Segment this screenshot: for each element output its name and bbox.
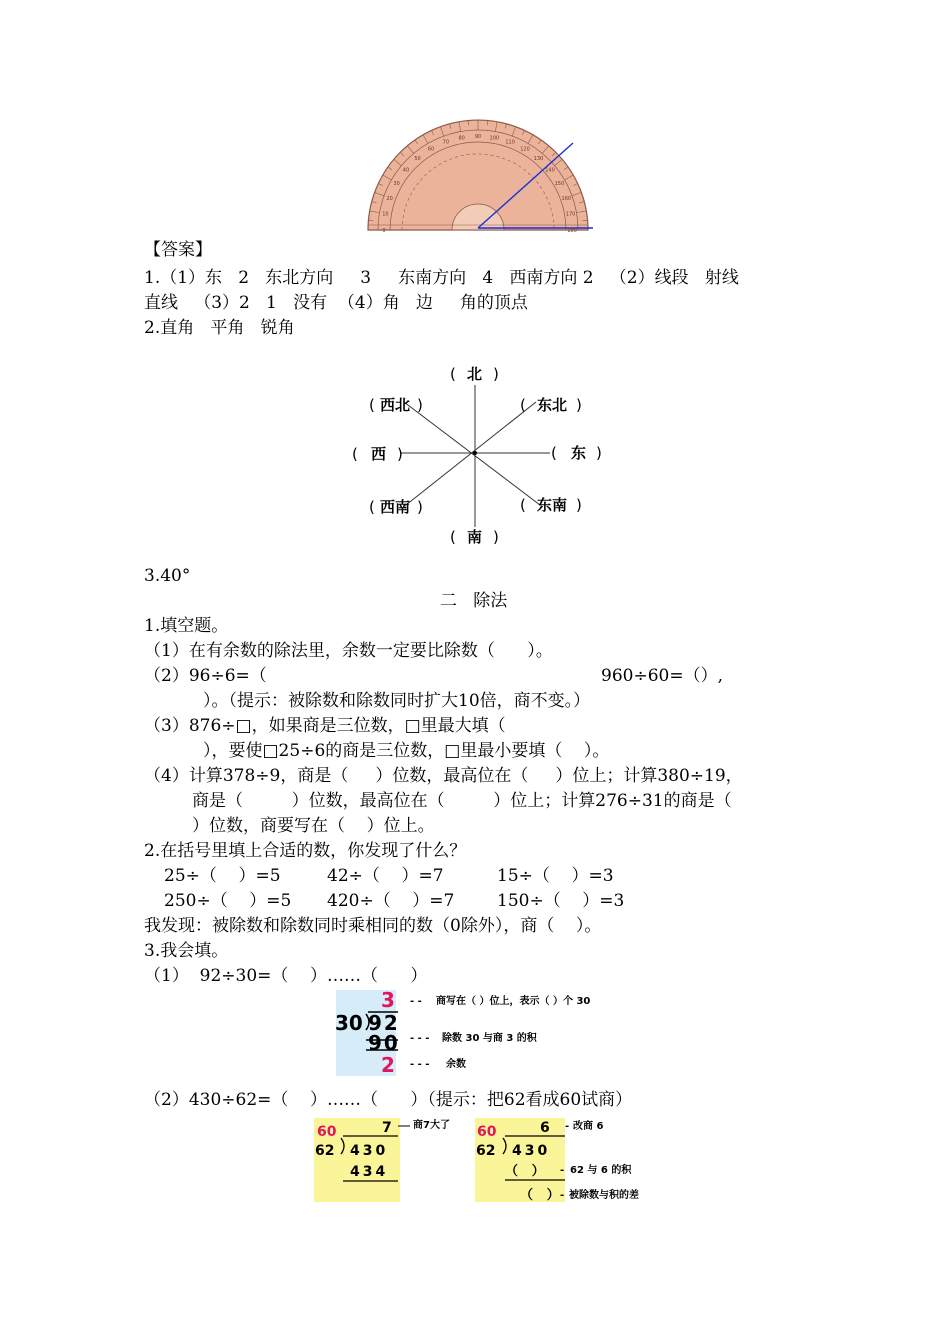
answer-line-1: 1.（1）东 2 东北方向 3 东南方向 4 西南方向 2 （2）线段 射线 [144, 268, 739, 288]
q1-part2b: 960÷60=（）, [601, 666, 723, 686]
q2-finding: 我发现：被除数和除数同时乘相同的数（0除外），商（ ）。 [144, 916, 602, 936]
division3-note1: 改商 6 [573, 1121, 604, 1132]
protractor-scale-label: 30 [393, 181, 400, 187]
protractor-scale-label: 130 [533, 155, 544, 162]
svg-text:): ) [493, 528, 499, 546]
protractor-scale-label: 0 [382, 228, 386, 234]
svg-text:): ) [596, 444, 602, 462]
q2-r1c2: 42÷（ ）=7 [327, 866, 444, 886]
division1-product: 90 [368, 1031, 400, 1055]
division1-dividend: 92 [368, 1011, 400, 1035]
division3-blank1: （ ） [505, 1164, 545, 1179]
q2-r2c3: 150÷（ ）=3 [497, 891, 625, 911]
answer-line-2: 直线 （3）2 1 没有 （4）角 边 角的顶点 [144, 293, 528, 313]
protractor-scale-label: 40 [402, 167, 410, 174]
division3-note3: 被除数与积的差 [569, 1190, 639, 1201]
protractor-scale-label: 180 [567, 228, 577, 234]
compass-northeast: 东北 [537, 396, 568, 414]
compass-north: 北 [467, 365, 483, 383]
protractor-figure [360, 113, 595, 235]
q2-r2c2: 420÷（ ）=7 [327, 891, 455, 911]
division3-quotient: 6 [540, 1120, 550, 1136]
q3-part1: （1） 92÷30=（ ）……（ ） [144, 966, 428, 986]
protractor-scale-label: 60 [427, 146, 435, 153]
q2-r2c1: 250÷（ ）=5 [164, 891, 292, 911]
compass-southeast: 东南 [537, 496, 568, 514]
svg-text:(: ( [520, 396, 526, 414]
compass-east: 东 [571, 444, 587, 462]
q1-title: 1.填空题。 [144, 616, 229, 636]
compass-diagram [340, 355, 620, 555]
division2-product: 434 [350, 1164, 389, 1180]
division2-quotient: 7 [382, 1120, 392, 1136]
svg-text:(: ( [520, 496, 526, 514]
q3-title: 3.我会填。 [144, 941, 229, 961]
svg-text:): ) [576, 396, 582, 414]
section-title: 二 除法 [440, 591, 508, 611]
protractor-scale-label: 20 [386, 195, 393, 202]
protractor-scale-label: 100 [489, 135, 500, 142]
protractor-scale-label: 170 [565, 211, 576, 218]
answer-line-3: 2.直角 平角 锐角 [144, 318, 295, 338]
division1-note2: 除数 30 与商 3 的积 [442, 1033, 537, 1044]
compass-west: 西 [371, 445, 387, 463]
compass-southwest: 西南 [380, 498, 411, 516]
q1-part2a: （2）96÷6=（ [144, 666, 267, 686]
q2-title: 2.在括号里填上合适的数，你发现了什么？ [144, 841, 467, 861]
protractor-scale-label: 80 [458, 135, 465, 142]
answers-heading: 【答案】 [144, 240, 212, 260]
division3-trial: 60 [477, 1124, 497, 1140]
protractor-scale-label: 160 [561, 195, 572, 202]
svg-text:): ) [417, 396, 423, 414]
q1-part4a: （4）计算378÷9，商是（ ）位数，最高位在（ ）位上；计算380÷19， [144, 766, 743, 786]
q2-r1c3: 15÷（ ）=3 [497, 866, 614, 886]
svg-text:): ) [576, 496, 582, 514]
protractor-scale-label: 140 [545, 167, 555, 174]
division3-divisor: 62 [476, 1143, 496, 1159]
q1-part4c: ）位数，商要写在（ ）位上。 [192, 816, 435, 836]
division1-remainder: 2 [381, 1053, 395, 1077]
division3-dividend: 430 [512, 1143, 551, 1159]
q2-r1c1: 25÷（ ）=5 [164, 866, 281, 886]
protractor-scale-label: 150 [554, 181, 565, 187]
division2-divisor: 62 [315, 1143, 335, 1159]
division2-dividend: 430 [350, 1143, 389, 1159]
protractor-scale-label: 70 [442, 139, 450, 146]
q1-part4b: 商是（ ）位数，最高位在（ ）位上；计算276÷31的商是（ [192, 791, 732, 811]
division2-note: 商7大了 [413, 1120, 450, 1131]
svg-text:(: ( [450, 365, 456, 383]
svg-text:): ) [397, 445, 403, 463]
protractor-scale-label: 10 [382, 211, 389, 218]
q3-part2: （2）430÷62=（ ）……（ ）（提示：把62看成60试商） [144, 1090, 633, 1110]
division1-note3: 余数 [446, 1059, 466, 1070]
q1-part3a: （3）876÷□，如果商是三位数，□里最大填（ [144, 716, 506, 736]
svg-text:): ) [493, 365, 499, 383]
division1-quotient: 3 [381, 988, 395, 1012]
q1-part2c: ）。（提示：被除数和除数同时扩大10倍，商不变。） [203, 691, 591, 711]
division3-note2: 62 与 6 的积 [570, 1165, 632, 1176]
compass-northwest: 西北 [380, 396, 411, 414]
division1-divisor: 30 [335, 1011, 363, 1035]
protractor-scale-label: 120 [520, 146, 530, 153]
svg-text:): ) [417, 498, 423, 516]
answer-3: 3.40° [144, 566, 191, 586]
division1-note1: 商写在（ ）位上，表示（ ）个 30 [436, 996, 591, 1007]
svg-text:(: ( [450, 528, 456, 546]
compass-south: 南 [467, 528, 483, 546]
division2-trial: 60 [317, 1124, 337, 1140]
q1-part1: （1）在有余数的除法里，余数一定要比除数（ ）。 [144, 641, 553, 661]
protractor-scale-label: 90 [474, 134, 482, 140]
svg-text:(: ( [369, 396, 375, 414]
division3-blank2: （ ） [520, 1188, 560, 1203]
protractor-scale-label: 50 [414, 155, 421, 162]
protractor-scale-label: 110 [505, 139, 515, 146]
q1-part3b: ），要使□25÷6的商是三位数，□里最小要填（ ）。 [203, 741, 610, 761]
svg-text:(: ( [551, 444, 557, 462]
svg-text:(: ( [352, 445, 358, 463]
svg-text:(: ( [369, 498, 375, 516]
